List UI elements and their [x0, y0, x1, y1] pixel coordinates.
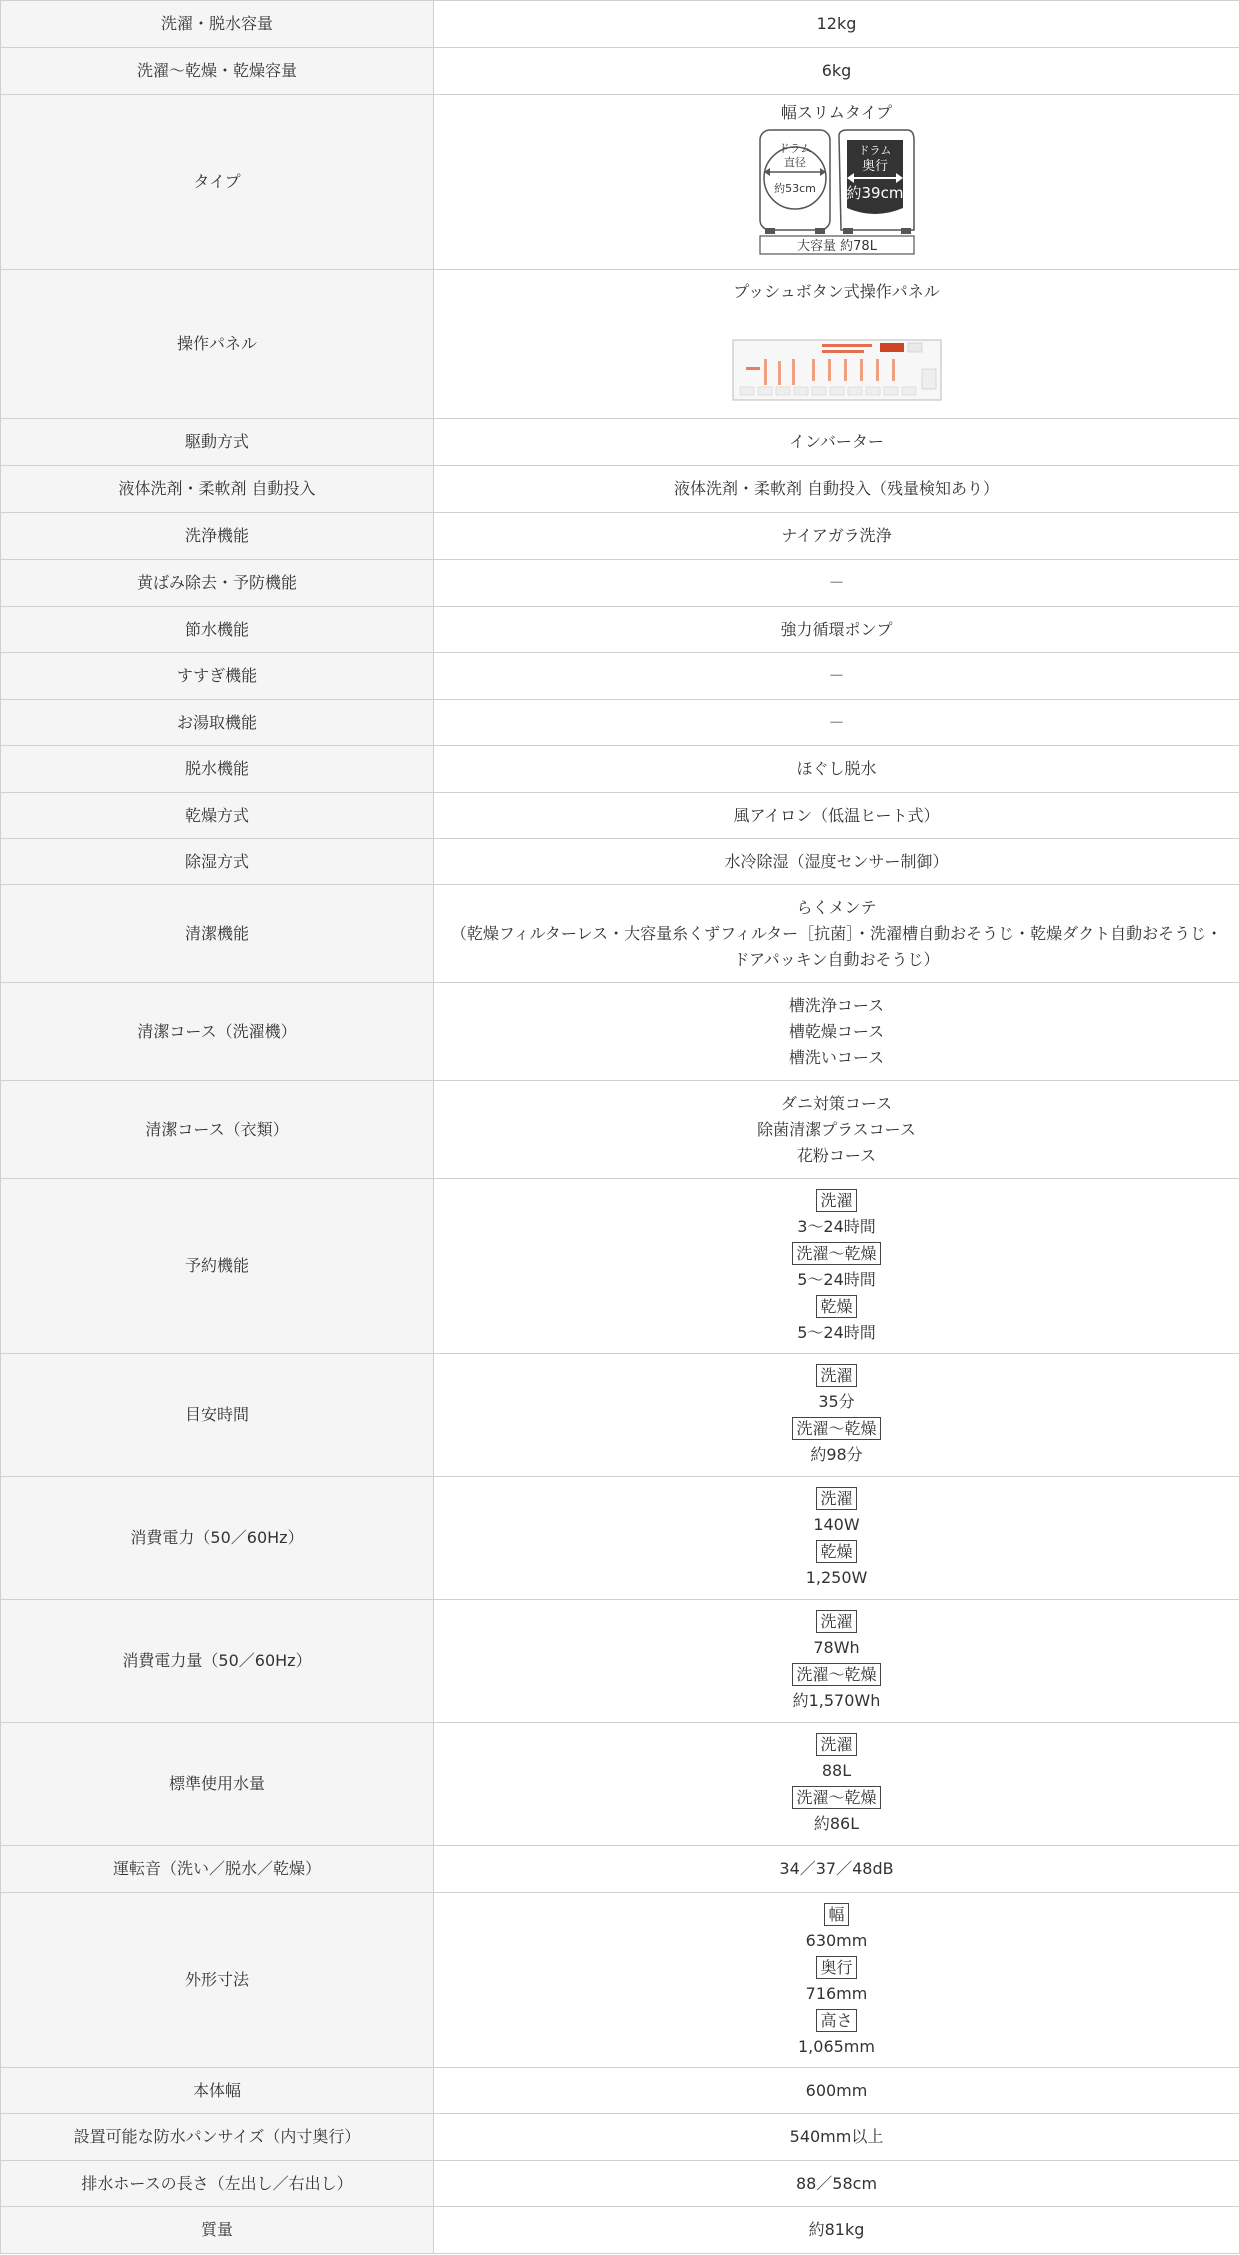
spec-row	[1, 48, 1240, 95]
value-line: 5～24時間	[797, 1322, 876, 1342]
spec-value: ナイアガラ洗浄	[434, 513, 1240, 560]
depth-value-text: 約39cm	[846, 184, 903, 202]
spec-value	[434, 1081, 1240, 1179]
mode-tag: 洗濯	[816, 1364, 856, 1387]
mode-tag: 洗濯～乾燥	[792, 1417, 880, 1440]
spec-row	[1, 1723, 1240, 1846]
value-line: 5～24時間	[797, 1269, 876, 1289]
spec-row	[1, 270, 1240, 419]
mode-tag: 洗濯	[816, 1733, 856, 1756]
spec-row	[1, 700, 1240, 746]
spec-row	[1, 746, 1240, 793]
dimension-tag: 高さ	[816, 2009, 856, 2032]
spec-label: 操作パネル	[1, 270, 434, 419]
spec-value: －	[434, 700, 1240, 746]
mode-tag: 洗濯	[816, 1487, 856, 1510]
spec-label: 消費電力量（50／60Hz）	[1, 1600, 434, 1723]
panel-text: プッシュボタン式操作パネル	[733, 282, 940, 301]
spec-label: 運転音（洗い／脱水／乾燥）	[1, 1846, 434, 1893]
control-panel-image	[732, 339, 942, 401]
value-line: 約1,570Wh	[792, 1691, 881, 1710]
spec-row	[1, 1354, 1240, 1477]
dimension-tag: 奥行	[816, 1956, 856, 1979]
spec-value	[434, 1723, 1240, 1846]
spec-row	[1, 2161, 1240, 2207]
value-line: 除菌清潔プラスコース	[757, 1119, 916, 1139]
spec-row	[1, 1477, 1240, 1600]
spec-row	[1, 653, 1240, 700]
spec-value: ほぐし脱水	[434, 746, 1240, 793]
spec-label: 洗濯・脱水容量	[1, 1, 434, 48]
value-line: 630mm	[805, 1930, 868, 1950]
depth-label-text: 奥行	[861, 159, 888, 174]
mode-tag: 乾燥	[816, 1295, 856, 1318]
spec-value	[434, 885, 1240, 983]
spec-row	[1, 1893, 1240, 2068]
spec-row	[1, 513, 1240, 560]
spec-row	[1, 1179, 1240, 1354]
type-text: 幅スリムタイプ	[780, 103, 893, 122]
mode-tag: 洗濯	[816, 1189, 856, 1212]
spec-label: 本体幅	[1, 2068, 434, 2114]
spec-value: 6kg	[434, 48, 1240, 95]
spec-label: 質量	[1, 2207, 434, 2254]
value-line: 716mm	[805, 1983, 868, 2003]
spec-label: 消費電力（50／60Hz）	[1, 1477, 434, 1600]
value-line: 1,065mm	[798, 2036, 875, 2056]
value-line: 槽乾燥コース	[788, 1021, 885, 1041]
spec-value: －	[434, 560, 1240, 607]
value-line: ダニ対策コース	[780, 1093, 893, 1113]
spec-row	[1, 2068, 1240, 2114]
spec-row	[1, 466, 1240, 513]
spec-label: 洗浄機能	[1, 513, 434, 560]
value-line: 槽洗いコース	[788, 1047, 885, 1067]
spec-label: 乾燥方式	[1, 793, 434, 839]
mode-tag: 乾燥	[816, 1540, 856, 1563]
value-line: らくメンテ	[796, 897, 877, 917]
spec-value	[434, 983, 1240, 1081]
value-line: 約86L	[813, 1814, 860, 1833]
spec-row	[1, 419, 1240, 466]
spec-label: 駆動方式	[1, 419, 434, 466]
value-line: 花粉コース	[796, 1145, 877, 1165]
spec-label: 節水機能	[1, 607, 434, 653]
spec-label: 予約機能	[1, 1179, 434, 1354]
mode-tag: 洗濯～乾燥	[792, 1663, 880, 1686]
value-line: 35分	[818, 1392, 855, 1411]
spec-value	[434, 270, 1240, 419]
spec-label: お湯取機能	[1, 700, 434, 746]
spec-row	[1, 2114, 1240, 2161]
spec-label: 液体洗剤・柔軟剤 自動投入	[1, 466, 434, 513]
spec-value: インバーター	[434, 419, 1240, 466]
spec-row	[1, 1846, 1240, 1893]
spec-label: 標準使用水量	[1, 1723, 434, 1846]
spec-row	[1, 1, 1240, 48]
spec-row	[1, 1600, 1240, 1723]
spec-value: 風アイロン（低温ヒート式）	[434, 793, 1240, 839]
spec-label: 目安時間	[1, 1354, 434, 1477]
value-line: 1,250W	[805, 1568, 868, 1587]
spec-value: 12kg	[434, 1, 1240, 48]
depth-top-text: ドラム	[858, 144, 891, 157]
drum-top-text: ドラム	[778, 142, 811, 155]
spec-row	[1, 983, 1240, 1081]
spec-value	[434, 1893, 1240, 2068]
mode-tag: 洗濯～乾燥	[792, 1242, 880, 1265]
spec-label: すすぎ機能	[1, 653, 434, 700]
spec-label: 脱水機能	[1, 746, 434, 793]
spec-row	[1, 607, 1240, 653]
spec-value: －	[434, 653, 1240, 700]
spec-row	[1, 560, 1240, 607]
spec-value	[434, 1354, 1240, 1477]
spec-value: 540mm以上	[434, 2114, 1240, 2161]
spec-label: 外形寸法	[1, 1893, 434, 2068]
spec-value: 88／58cm	[434, 2161, 1240, 2207]
spec-value: 34／37／48dB	[434, 1846, 1240, 1893]
spec-row	[1, 885, 1240, 983]
spec-row	[1, 95, 1240, 270]
diameter-value-text: 約53cm	[773, 182, 816, 195]
spec-row	[1, 793, 1240, 839]
spec-value	[434, 95, 1240, 270]
spec-row	[1, 839, 1240, 885]
spec-label: 清潔コース（衣類）	[1, 1081, 434, 1179]
value-line: 88L	[821, 1761, 852, 1780]
spec-value: 強力循環ポンプ	[434, 607, 1240, 653]
dimension-tag: 幅	[824, 1903, 848, 1926]
spec-label: 除湿方式	[1, 839, 434, 885]
spec-value	[434, 1477, 1240, 1600]
spec-value: 600mm	[434, 2068, 1240, 2114]
mode-tag: 洗濯～乾燥	[792, 1786, 880, 1809]
value-line: 槽洗浄コース	[788, 995, 885, 1015]
capacity-text: 大容量 約78L	[796, 239, 877, 254]
value-line: 3～24時間	[797, 1216, 876, 1236]
spec-row	[1, 2207, 1240, 2254]
spec-value: 水冷除湿（湿度センサー制御）	[434, 839, 1240, 885]
value-line: 78Wh	[813, 1638, 860, 1657]
value-line: 約98分	[810, 1445, 863, 1464]
spec-row	[1, 1081, 1240, 1179]
spec-label: 清潔コース（洗濯機）	[1, 983, 434, 1081]
value-line: 140W	[813, 1515, 860, 1534]
value-line: （乾燥フィルターレス・大容量糸くずフィルター［抗菌］・洗濯槽自動おそうじ・乾燥ダクト自動おそうじ・	[450, 923, 1223, 943]
spec-label: 設置可能な防水パンサイズ（内寸奥行）	[1, 2114, 434, 2161]
drum-size-illustration	[757, 128, 917, 256]
spec-label: タイプ	[1, 95, 434, 270]
value-line: ドアパッキン自動おそうじ）	[733, 949, 940, 969]
spec-value	[434, 1600, 1240, 1723]
spec-label: 清潔機能	[1, 885, 434, 983]
spec-value: 約81kg	[434, 2207, 1240, 2254]
drum-diameter-text: 直径	[783, 156, 806, 169]
spec-label: 洗濯～乾燥・乾燥容量	[1, 48, 434, 95]
spec-label: 黄ばみ除去・予防機能	[1, 560, 434, 607]
mode-tag: 洗濯	[816, 1610, 856, 1633]
spec-label: 排水ホースの長さ（左出し／右出し）	[1, 2161, 434, 2207]
spec-value	[434, 1179, 1240, 1354]
spec-value: 液体洗剤・柔軟剤 自動投入（残量検知あり）	[434, 466, 1240, 513]
